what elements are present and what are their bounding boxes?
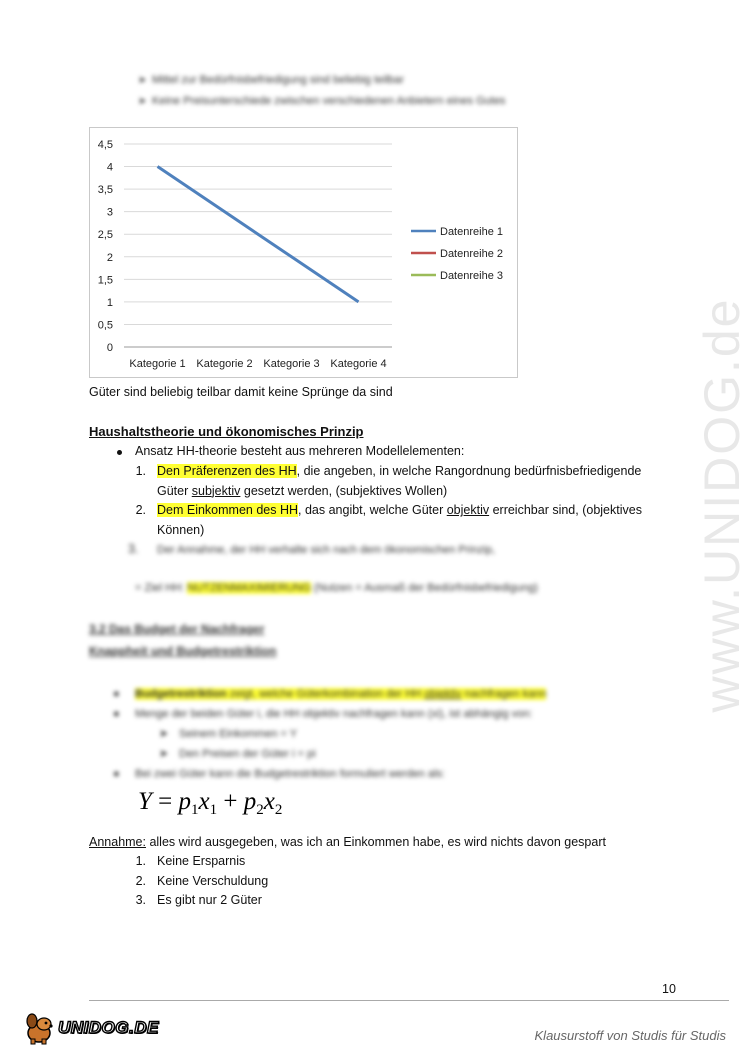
list-item [113, 724, 693, 744]
x-tick-label: Kategorie 4 [330, 358, 387, 370]
subsection-subtitle: Knappheit und Budgetrestriktion [89, 644, 277, 658]
highlighted-term: NUTZENMAXIMIERUNG [187, 582, 311, 594]
list-item-text: , die angeben, in welche Rangordnung bedürfnisbefriedigende [296, 464, 642, 478]
section-heading: Haushaltstheorie und ökonomisches Prinzip [89, 424, 364, 439]
goal-line [135, 578, 538, 598]
y-tick-label: 3 [106, 206, 113, 219]
list-item-text: Es gibt nur 2 Güter [157, 893, 262, 907]
y-tick-label: 3,5 [97, 184, 113, 197]
legend-label: Datenreihe 3 [440, 270, 503, 282]
list-item [138, 91, 505, 112]
y-tick-label: 4,5 [97, 139, 113, 151]
list-number: 1. [135, 854, 146, 868]
formula-symbol: x [263, 788, 275, 815]
list-item [157, 501, 677, 540]
list-number: 3. [135, 893, 146, 907]
list-number: 2. [135, 874, 146, 888]
y-tick-label: 0 [106, 342, 113, 354]
formula-symbol: x [198, 788, 210, 815]
dog-logo-icon [22, 1011, 56, 1045]
list-item [157, 462, 667, 501]
y-tick-label: 2,5 [97, 229, 113, 242]
y-tick-label: 1,5 [97, 274, 113, 287]
goal-suffix: (Nutzen = Ausmaß der Bedürfnisbefriedigung) [310, 582, 538, 594]
formula-subscript: 1 [209, 802, 218, 818]
bold-term: Budgetrestriktion [135, 688, 227, 700]
list-item-text: , das angibt, welche Güter [298, 503, 447, 517]
unidog-logo [22, 1010, 159, 1046]
y-tick-label: 4 [106, 161, 113, 174]
subsection-title: 3.2 Das Budget der Nachfrager [89, 622, 265, 636]
list-item-text: Güter [157, 483, 192, 498]
x-tick-label: Kategorie 2 [196, 358, 253, 370]
intro-bullet-text: Ansatz HH-theorie besteht aus mehreren Modellelementen: [135, 444, 465, 458]
list-item [113, 684, 693, 704]
list-item-text: Keine Ersparnis [157, 854, 246, 868]
list-item-text: Mittel zur Bedürfnisbefriedigung sind beliebig teilbar [152, 74, 404, 86]
arrow-bullet-icon: ➤ [138, 96, 147, 107]
x-tick-label: Kategorie 3 [263, 358, 320, 370]
underlined-term: subjektiv [191, 483, 241, 498]
budget-bullet-list [113, 684, 693, 784]
footer-tagline: Klausurstoff von Studis für Studis [534, 1028, 726, 1043]
list-item-text: Der Annahme, der HH verhalte sich nach dem ökonomischen Prinzip, [157, 544, 496, 556]
list-number: 3. [128, 542, 139, 556]
footer-divider [89, 1000, 729, 1001]
bullet-icon: ● [113, 688, 120, 700]
x-tick-label: Kategorie 1 [129, 358, 186, 370]
bullet-icon [117, 450, 122, 455]
list-item-text: Keine Preisunterschiede zwischen verschiedenen Anbietern eines Gutes [152, 95, 506, 107]
formula-subscript: 1 [191, 802, 199, 818]
formula-symbol: p [178, 788, 192, 815]
logo-text: UNIDOG.DE [58, 1018, 159, 1037]
list-item [128, 540, 688, 561]
y-tick-label: 1 [106, 296, 113, 309]
underlined-term: objektiv [446, 503, 490, 517]
list-number: 2. [135, 503, 146, 517]
list-item-text: erreichbar sind, (objektives [489, 503, 642, 517]
list-item [138, 70, 505, 91]
list-item [113, 764, 693, 784]
formula-subscript: 2 [274, 802, 283, 818]
list-item-text: gesetzt werden, (subjektives Wollen) [240, 483, 448, 498]
list-item-text: Keine Verschuldung [157, 874, 269, 888]
chart-canvas [90, 128, 517, 377]
legend-label: Datenreihe 1 [440, 226, 503, 238]
highlighted-term: Den Präferenzen des HH [157, 464, 297, 478]
assumption-text: alles wird ausgegeben, was ich an Einkommen habe, es wird nichts davon gespart [145, 835, 606, 849]
watermark: www.UNIDOG.de [694, 297, 750, 713]
list-item [113, 704, 693, 724]
assumption-line [89, 833, 606, 853]
chart-caption: Güter sind beliebig teilbar damit keine Sprünge da sind [89, 385, 393, 399]
arrow-bullet-icon: ➤ [138, 75, 147, 86]
legend-label: Datenreihe 2 [440, 248, 503, 260]
goal-prefix: = Ziel HH: [135, 582, 188, 594]
list-item-text: zeigt, welche Güterkombination der HH [226, 688, 425, 700]
budget-formula [138, 788, 282, 819]
list-item-text: Seinem Einkommen = Y [179, 728, 298, 740]
highlighted-term: Dem Einkommen des HH [157, 503, 299, 517]
list-item [113, 744, 693, 764]
list-item-text: Den Preisen der Güter i = pi [179, 748, 316, 760]
list-item-text: Können) [157, 522, 205, 537]
top-bullet-list [138, 70, 505, 112]
assumption-label: Annahme: [89, 835, 146, 849]
underlined-term: objektiv [424, 688, 462, 700]
y-tick-label: 0,5 [97, 319, 113, 332]
formula-symbol: Y [138, 788, 152, 815]
list-item-text: nachfragen kann [461, 688, 547, 700]
arrow-bullet-icon: ➤ [159, 748, 169, 760]
page-number: 10 [662, 982, 676, 996]
formula-symbol: p [243, 788, 257, 815]
bullet-icon: ● [113, 708, 120, 720]
formula-subscript: 2 [256, 802, 264, 818]
formula-operator: = [151, 788, 179, 815]
bullet-icon: ● [113, 768, 120, 780]
list-number: 1. [135, 464, 146, 478]
formula-operator: + [217, 788, 244, 815]
line-chart [89, 127, 518, 378]
list-item-text: Menge der beiden Güter i, die HH objektiv nachfragen kann (xi), ist abhängig von: [135, 708, 533, 720]
arrow-bullet-icon: ➤ [159, 728, 169, 740]
list-item-text: Bei zwei Güter kann die Budgetrestriktion formuliert werden als: [135, 768, 445, 780]
y-tick-label: 2 [106, 251, 113, 264]
